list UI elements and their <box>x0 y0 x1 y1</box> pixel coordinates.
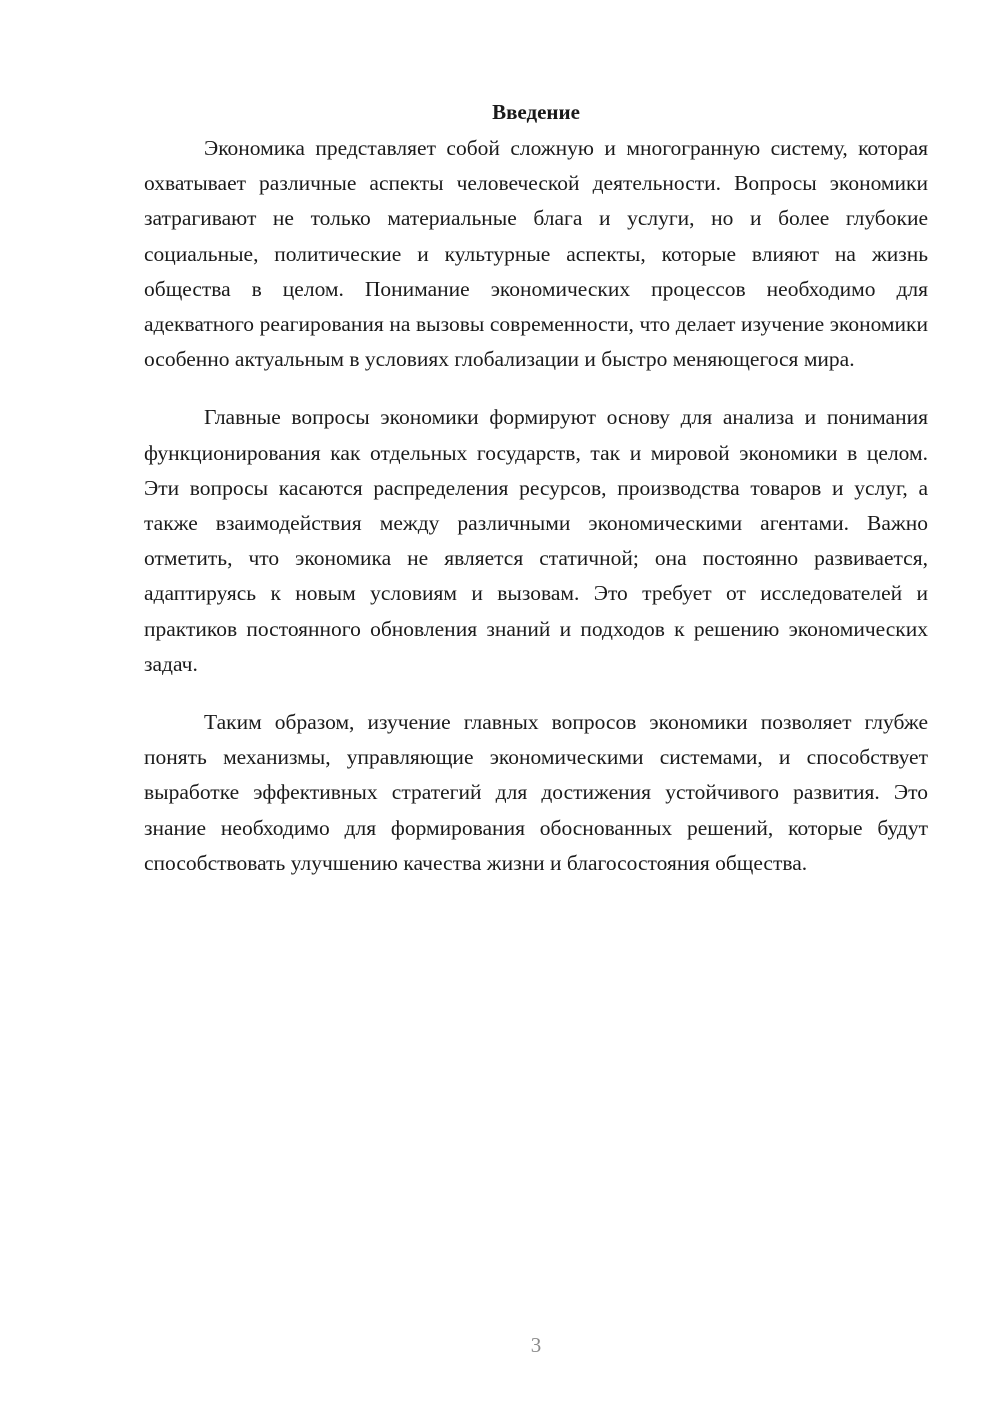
page-number: 3 <box>530 1333 542 1357</box>
paragraph-3: Таким образом, изучение главных вопросов экономики позволяет глубже понять механизмы, управляющие экономическими системами, и способствует выработке эффективных стратегий для достижения устойчивого развития. Это знание необходимо для формирования обоснованных решений, которые будут способствовать улучшению качества жизни и благосостояния общества. <box>144 710 928 875</box>
document-body <box>144 96 928 881</box>
section-title: Введение <box>492 100 580 124</box>
paragraph-1: Экономика представляет собой сложную и многогранную систему, которая охватывает различные аспекты человеческой деятельности. Вопросы экономики затрагивают не только материальные блага и услуги, но и более глубокие социальные, политические и культурные аспекты, которые влияют на жизнь общества в целом. Понимание экономических процессов необходимо для адекватного реагирования на вызовы современности, что делает изучение экономики особенно актуальным в условиях глобализации и быстро меняющегося мира. <box>144 136 928 372</box>
paragraph-2: Главные вопросы экономики формируют основу для анализа и понимания функционирования как отдельных государств, так и мировой экономики в целом. Эти вопросы касаются распределения ресурсов, производства товаров и услуг, а также взаимодействия между различными экономическими агентами. Важно отметить, что экономика не является статичной; она постоянно развивается, адаптируясь к новым условиям и вызовам. Это требует от исследователей и практиков постоянного обновления знаний и подходов к решению экономических задач. <box>144 405 928 676</box>
